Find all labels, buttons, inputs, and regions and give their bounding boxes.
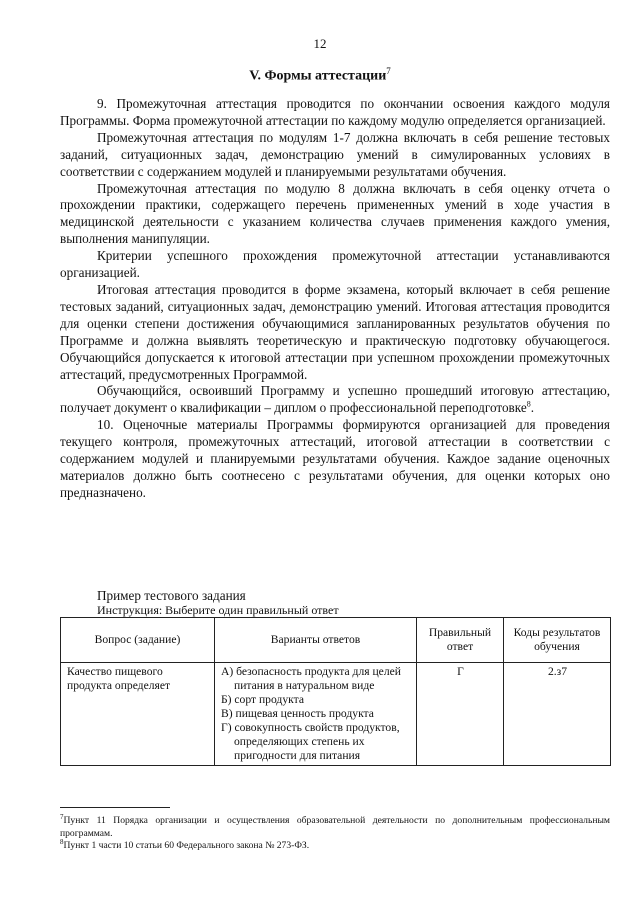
header-options: Варианты ответов: [215, 618, 417, 663]
footnote-8: [60, 837, 610, 853]
section-title: [0, 66, 640, 85]
footnote-ref-8: 8: [526, 399, 531, 409]
paragraph-6-tail: .: [530, 400, 535, 416]
header-question: Вопрос (задание): [61, 618, 215, 663]
correct-answer-cell: Г: [417, 663, 504, 766]
footnote-7-text: Пункт 11 Порядка организации и осуществления образовательной деятельности по дополнительным профессиональным программам.: [60, 815, 610, 839]
question-cell: Качество пищевого продукта определяет: [61, 663, 215, 766]
paragraph-6-text: Обучающийся, освоивший Программу и успешно прошедший итоговую аттестацию, получает документ о квалификации – диплом о профессиональной переподготовке: [60, 383, 610, 416]
footnote-8-text: Пункт 1 части 10 статьи 60 Федерального закона № 273-ФЗ.: [63, 840, 310, 851]
footnote-mark-8: 8: [60, 837, 64, 846]
instruction: Инструкция: Выберите один правильный ответ: [97, 603, 339, 617]
paragraph-3: Промежуточная аттестация по модулю 8 должна включать в себя оценку отчета о прохождении практики, содержащего перечень примененных умений в ходе участия в медицинской деятельности с указанием количества случаев применения каждого умения, выполнения манипуляции.: [60, 180, 610, 247]
option-b: Б) сорт продукта: [221, 693, 304, 706]
paragraph-6: [60, 383, 610, 417]
page-number: 12: [313, 36, 327, 51]
footnote-7: [60, 812, 610, 840]
section-title-text: V. Формы аттестации: [249, 68, 387, 84]
test-table: [60, 617, 611, 766]
paragraph-5: Итоговая аттестация проводится в форме экзамена, который включает в себя решение тестовых заданий, ситуационных задач, демонстрацию умений. Итоговая аттестация проводится для оценки степени достижения обучающимися запланированных результатов обучения по Программе и должна выявлять теоретическую и практическую подготовку обучающегося. Обучающийся допускается к итоговой аттестации при успешном прохождении промежуточных аттестаций, предусмотренных Программой.: [60, 281, 610, 382]
table-row: [61, 663, 611, 766]
header-correct: Правильный ответ: [417, 618, 504, 663]
codes-cell: 2.з7: [504, 663, 611, 766]
example-title: Пример тестового задания: [97, 588, 246, 603]
footnote-ref-7: 7: [386, 66, 391, 76]
option-d: Г) совокупность свойств продуктов, определяющих степень их пригодности для питания: [221, 721, 400, 762]
footnote-divider: [60, 807, 170, 808]
footnotes: [60, 812, 610, 853]
header-codes: Коды результатов обучения: [504, 618, 611, 663]
option-a: А) безопасность продукта для целей питания в натуральном виде: [221, 665, 401, 692]
paragraph-2: Промежуточная аттестация по модулям 1-7 должна включать в себя решение тестовых заданий, ситуационных задач, демонстрацию умений в симулированных условиях в соответствии с содержанием модулей и планируемыми результатами обучения.: [60, 129, 610, 179]
body-text: [60, 96, 610, 502]
paragraph-7: 10. Оценочные материалы Программы формируются организацией для проведения текущего контроля, промежуточных аттестаций, итоговой аттестации в соответствии с содержанием модулей и планируемыми результатами обучения. Каждое задание оценочных материалов должно быть соотнесено с результатами обучения, для оценки которых оно предназначено.: [60, 417, 610, 500]
paragraph-4: Критерии успешного прохождения промежуточной аттестации устанавливаются организацией.: [60, 248, 610, 281]
paragraph-1: 9. Промежуточная аттестация проводится по окончании освоения каждого модуля Программы. Форма промежуточной аттестации по каждому модулю определяется организацией.: [60, 96, 610, 128]
footnote-mark-7: 7: [60, 812, 64, 821]
table-header-row: [61, 618, 611, 663]
option-c: В) пищевая ценность продукта: [221, 707, 374, 720]
options-cell: [215, 663, 417, 766]
